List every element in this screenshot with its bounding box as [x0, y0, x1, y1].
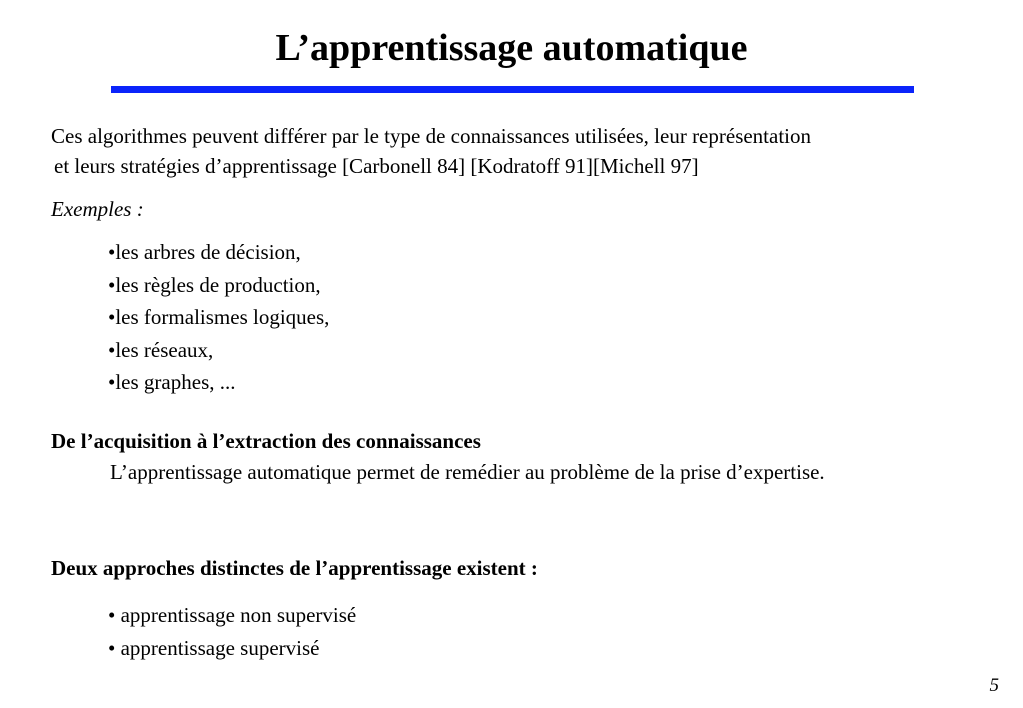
intro-line-1: Ces algorithmes peuvent différer par le type de connaissances utilisées, leur représentation — [51, 124, 812, 148]
list-item: • apprentissage supervisé — [108, 635, 320, 660]
list-item: •les réseaux, — [108, 337, 214, 362]
section-heading-approaches: Deux approches distinctes de l’apprentissage existent : — [51, 556, 538, 580]
examples-label: Exemples : — [51, 197, 144, 221]
page-number: 5 — [989, 675, 999, 696]
list-item: •les graphes, ... — [108, 370, 236, 394]
title-underline — [111, 86, 914, 93]
list-item: • apprentissage non supervisé — [108, 603, 357, 627]
list-item: •les règles de production, — [108, 272, 321, 297]
intro-paragraph — [51, 121, 811, 181]
list-item: •les arbres de décision, — [108, 240, 301, 264]
section-heading-acquisition: De l’acquisition à l’extraction des connaissances — [51, 429, 481, 453]
section-body-acquisition: L’apprentissage automatique permet de remédier au problème de la prise d’expertise. — [110, 460, 825, 484]
approaches-list — [108, 599, 356, 664]
examples-list — [108, 236, 329, 399]
slide-title: L’apprentissage automatique — [275, 27, 748, 69]
list-item: •les formalismes logiques, — [108, 305, 330, 329]
intro-line-2: et leurs stratégies d’apprentissage [Carbonell 84] [Kodratoff 91][Michell 97] — [54, 154, 699, 178]
